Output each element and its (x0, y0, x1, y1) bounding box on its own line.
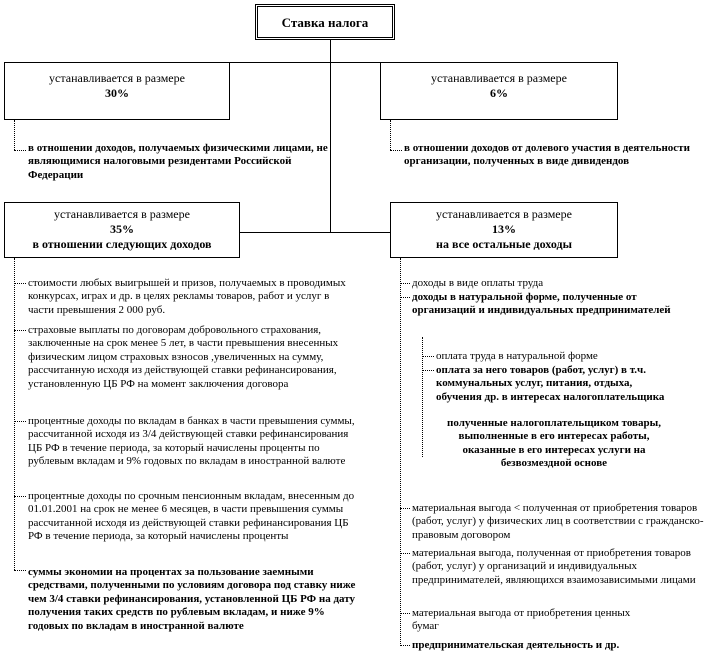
rate-35-tick-1 (14, 283, 26, 284)
rate-35-box (4, 202, 240, 258)
rate-13-tick-business (400, 645, 410, 646)
rate-13-item-labor: доходы в виде оплаты труда (412, 277, 544, 289)
rate-30-desc-connector (14, 120, 15, 150)
rate-13-sub-item-3: полученные налогоплательщиком товары, выполненные в его интересах работы, оказанные в его интересах услуги на безвозмездной основе (447, 417, 661, 470)
rate-13-item-business: предпринимательская деятельность и др. (412, 639, 620, 651)
rate-35-item-5: суммы экономии на процентах за пользование заемными средствами, полученными по условиям договора под ставку ниже чем 3/4 ставки рефинансирования, установленной ЦБ РФ на дату получения таких средств по рублевым вкладам, и ниже 9% годовых по вкладам в иностранной валюте (28, 566, 356, 632)
rate-6-desc: в отношении доходов от долевого участия в деятельности организации, полученных в виде дивидендов (404, 142, 690, 168)
rate-13-value: 13% (492, 222, 516, 236)
rate-13-item-natural: доходы в натуральной форме, полученные от организаций и индивидуальных предпринимателей (412, 291, 671, 317)
rate-13-sub-connector (422, 337, 423, 457)
root-box (255, 4, 395, 40)
rate-35-list-connector (14, 258, 15, 570)
rate-13-item-benefit3: материальная выгода от приобретения ценных бумаг (412, 607, 631, 633)
rate-13-line3: на все остальные доходы (436, 237, 572, 251)
rate-13-sub-item-2: оплата за него товаров (работ, услуг) в т.ч. коммунальных услуг, питания, отдыха, обучения др. в интересах налогоплательщика (436, 364, 665, 403)
rate-6-line1: устанавливается в размере (431, 71, 567, 85)
rate-13-tick-labor (400, 283, 410, 284)
rate-13-tick-benefit3 (400, 613, 410, 614)
rate-30-desc: в отношении доходов, получаемых физическими лицами, не являющимися налоговыми резидентами Российской Федерации (28, 142, 328, 181)
connector-mid-bus (240, 232, 390, 233)
rate-13-tick-benefit2 (400, 553, 410, 554)
rate-30-line1: устанавливается в размере (49, 71, 185, 85)
rate-13-box (390, 202, 618, 258)
rate-35-item-4: процентные доходы по срочным пенсионным вкладам, внесенным до 01.01.2001 на срок не менее 6 месяцев, в части превышения суммы рассчитанной исходя из действующей ставки рефинансирования ЦБ РФ в течение периода, за который начислены проценты (28, 490, 355, 543)
rate-13-list-connector (400, 258, 401, 646)
rate-35-tick-4 (14, 496, 26, 497)
rate-6-value: 6% (490, 86, 508, 100)
rate-6-desc-tick (390, 150, 402, 151)
rate-35-line1: устанавливается в размере (54, 207, 190, 221)
rate-13-sub-tick-2 (422, 370, 434, 371)
rate-13-tick-natural (400, 297, 410, 298)
rate-30-box (4, 62, 230, 120)
rate-13-item-benefit1: материальная выгода < полученная от приобретения товаров (работ, услуг) у физических лиц в соответствии с гражданско-правовым договором (412, 502, 704, 541)
connector-root-down (330, 40, 331, 62)
rate-13-sub-tick-1 (422, 356, 434, 357)
rate-13-item-benefit2: материальная выгода, полученная от приобретения товаров (работ, услуг) у организаций и индивидуальных предпринимателей, являющихся взаимозависимыми лицами (412, 547, 696, 586)
rate-30-value: 30% (105, 86, 129, 100)
rate-13-tick-benefit1 (400, 508, 410, 509)
rate-13-sub-item-1: оплата труда в натуральной форме (436, 350, 598, 362)
rate-35-item-3: процентные доходы по вкладам в банках в части превышения суммы, рассчитанной исходя из 3/4 действующей ставки рефинансирования ЦБ РФ в течение периода, за который начислены проценты по рублевым вкладам и 9% годовых по вкладам в иностранной валюте (28, 415, 355, 468)
root-title: Ставка налога (281, 14, 369, 30)
rate-6-box (380, 62, 618, 120)
rate-35-value: 35% (110, 222, 134, 236)
rate-30-desc-tick (14, 150, 26, 151)
rate-35-tick-3 (14, 421, 26, 422)
rate-35-item-1: стоимости любых выигрышей и призов, получаемых в проводимых конкурсах, играх и др. в целях рекламы товаров, работ и услуг в части превышения 2 000 руб. (28, 277, 346, 316)
rate-35-item-2: страховые выплаты по договорам добровольного страхования, заключенные на срок менее 5 лет, в части превышения внесенных физическим лицом страховых взносов ,увеличенных на сумму, рассчитанную исходя из действующей ставки рефинансирования, установленную ЦБ РФ на момент заключения договора (28, 324, 339, 390)
rate-13-line1: устанавливается в размере (436, 207, 572, 221)
rate-35-tick-5 (14, 570, 26, 571)
rate-6-desc-connector (390, 120, 391, 150)
rate-35-tick-2 (14, 330, 26, 331)
rate-35-line3: в отношении следующих доходов (32, 237, 212, 251)
